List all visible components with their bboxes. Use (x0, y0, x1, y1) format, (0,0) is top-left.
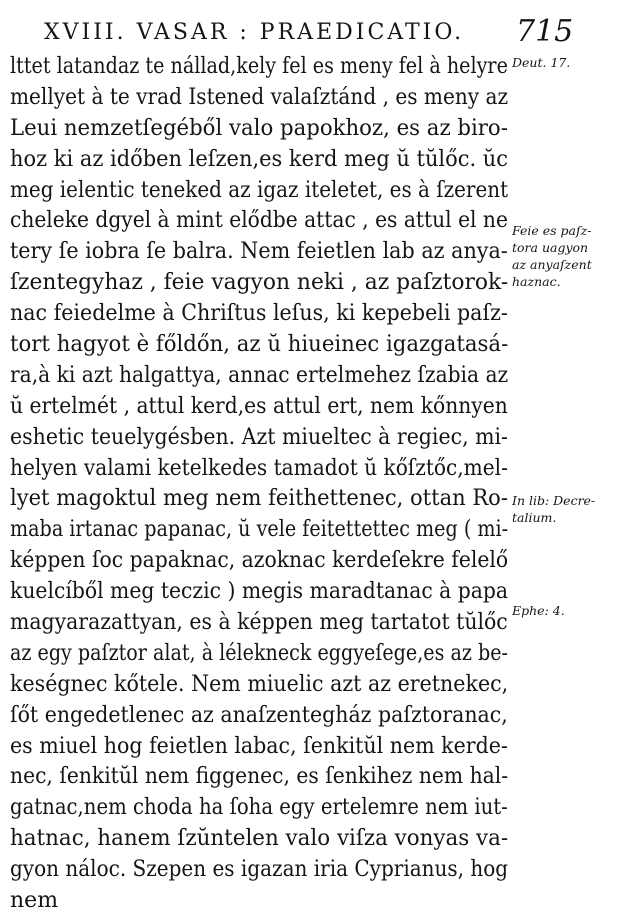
margin-note (512, 54, 632, 71)
text-line: magyarazattyan, es à képpen meg tartatot tŭlőc (10, 610, 508, 636)
text-line: képpen ſoc papaknac, azoknac kerdeſekre felelő (10, 548, 509, 574)
text-line: hatnac, hanem ſzŭntelen valo viſza vonyas va- (10, 826, 509, 852)
text-line: es miuel hog feietlen labac, ſenkitŭl nem kerde- (10, 733, 508, 759)
margin-note-line: az anyaſzent (512, 257, 592, 272)
text-line: ra,à ki azt halgattya, annac ertelmehez ſzabia az (10, 362, 509, 388)
text-line: hoz ki az időben leſzen,es kerd meg ŭ tŭlőc. ŭc (10, 146, 509, 172)
text-line: ŭ ertelmét , attul kerd,es attul ert, nem kőnnyen (10, 393, 508, 419)
text-line: tort hagyot è főldőn, az ŭ hiueinec igazgatasá- (10, 332, 509, 358)
text-line: helyen valami ketelkedes tamadot ŭ kőſztőc,mel- (10, 455, 508, 481)
margin-note-line: In lib: Decre- (512, 493, 596, 508)
text-line: kuelcíből meg teczic ) megis maradtanac à papa (10, 579, 509, 605)
text-line: Leui nemzetſegéből valo papokhoz, es az biro- (10, 115, 508, 141)
margin-note-line: tora uagyon (512, 240, 589, 255)
text-line: az egy paſztor alat, à lélekneck eggyeſege,es az be- (10, 640, 508, 666)
text-line: gyon náloc. Szepen es igazan iria Cyprianus, hog (10, 857, 509, 883)
margin-note-line: talium. (512, 510, 557, 525)
text-line: gatnac,nem choda ha ſoha egy ertelemre nem iut- (10, 795, 508, 821)
text-line: maba irtanac papanac, ŭ vele feitettettec meg ( mi- (10, 517, 509, 543)
text-line: nac feiedelme à Chriſtus leſus, ki kepebeli paſz- (10, 301, 508, 327)
page-header (18, 14, 618, 54)
text-line: nem (10, 888, 59, 914)
margin-note-line: haznac. (512, 274, 561, 289)
body-text (10, 52, 510, 917)
text-line: mellyet à te vrad Istened valaſztánd , es meny az (10, 84, 509, 110)
text-line: lyet magoktul meg nem feithettenec, ottan Ro- (10, 486, 508, 512)
running-head: XVIII. VASAR : PRAEDICATIO. (44, 20, 465, 45)
text-line: meg ielentic teneked az igaz iteletet, es à ſzerent (10, 177, 509, 203)
page-number: 715 (516, 14, 574, 49)
text-line: tery ſe iobra ſe balra. Nem feietlen lab az anya- (10, 239, 508, 265)
text-line: lttet latandaz te nállad,kely fel es meny fel à helyre (10, 54, 508, 79)
margin-note (512, 492, 632, 526)
margin-note-line: Ephe: 4. (512, 603, 565, 618)
margin-note-line: Feie es paſz- (512, 223, 592, 238)
margin-note-line: Deut. 17. (512, 55, 571, 70)
text-line: ſzentegyhaz , feie vagyon neki , az paſztorok- (10, 270, 509, 296)
text-line: keségnec kőtele. Nem miuelic azt az eretnekec, (10, 671, 509, 697)
margin-note (512, 602, 632, 619)
text-line: ſőt engedetlenec az anaſzentegház paſztoranac, (10, 702, 508, 728)
text-line: nec, ſenkitŭl nem figgenec, es ſenkihez nem hal- (10, 764, 509, 790)
text-line: eshetic teuelygésben. Azt miueltec à regiec, mi- (10, 424, 508, 450)
margin-note (512, 222, 632, 290)
text-line: cheleke dgyel à mint elődbe attac , es attul el ne (10, 208, 508, 234)
